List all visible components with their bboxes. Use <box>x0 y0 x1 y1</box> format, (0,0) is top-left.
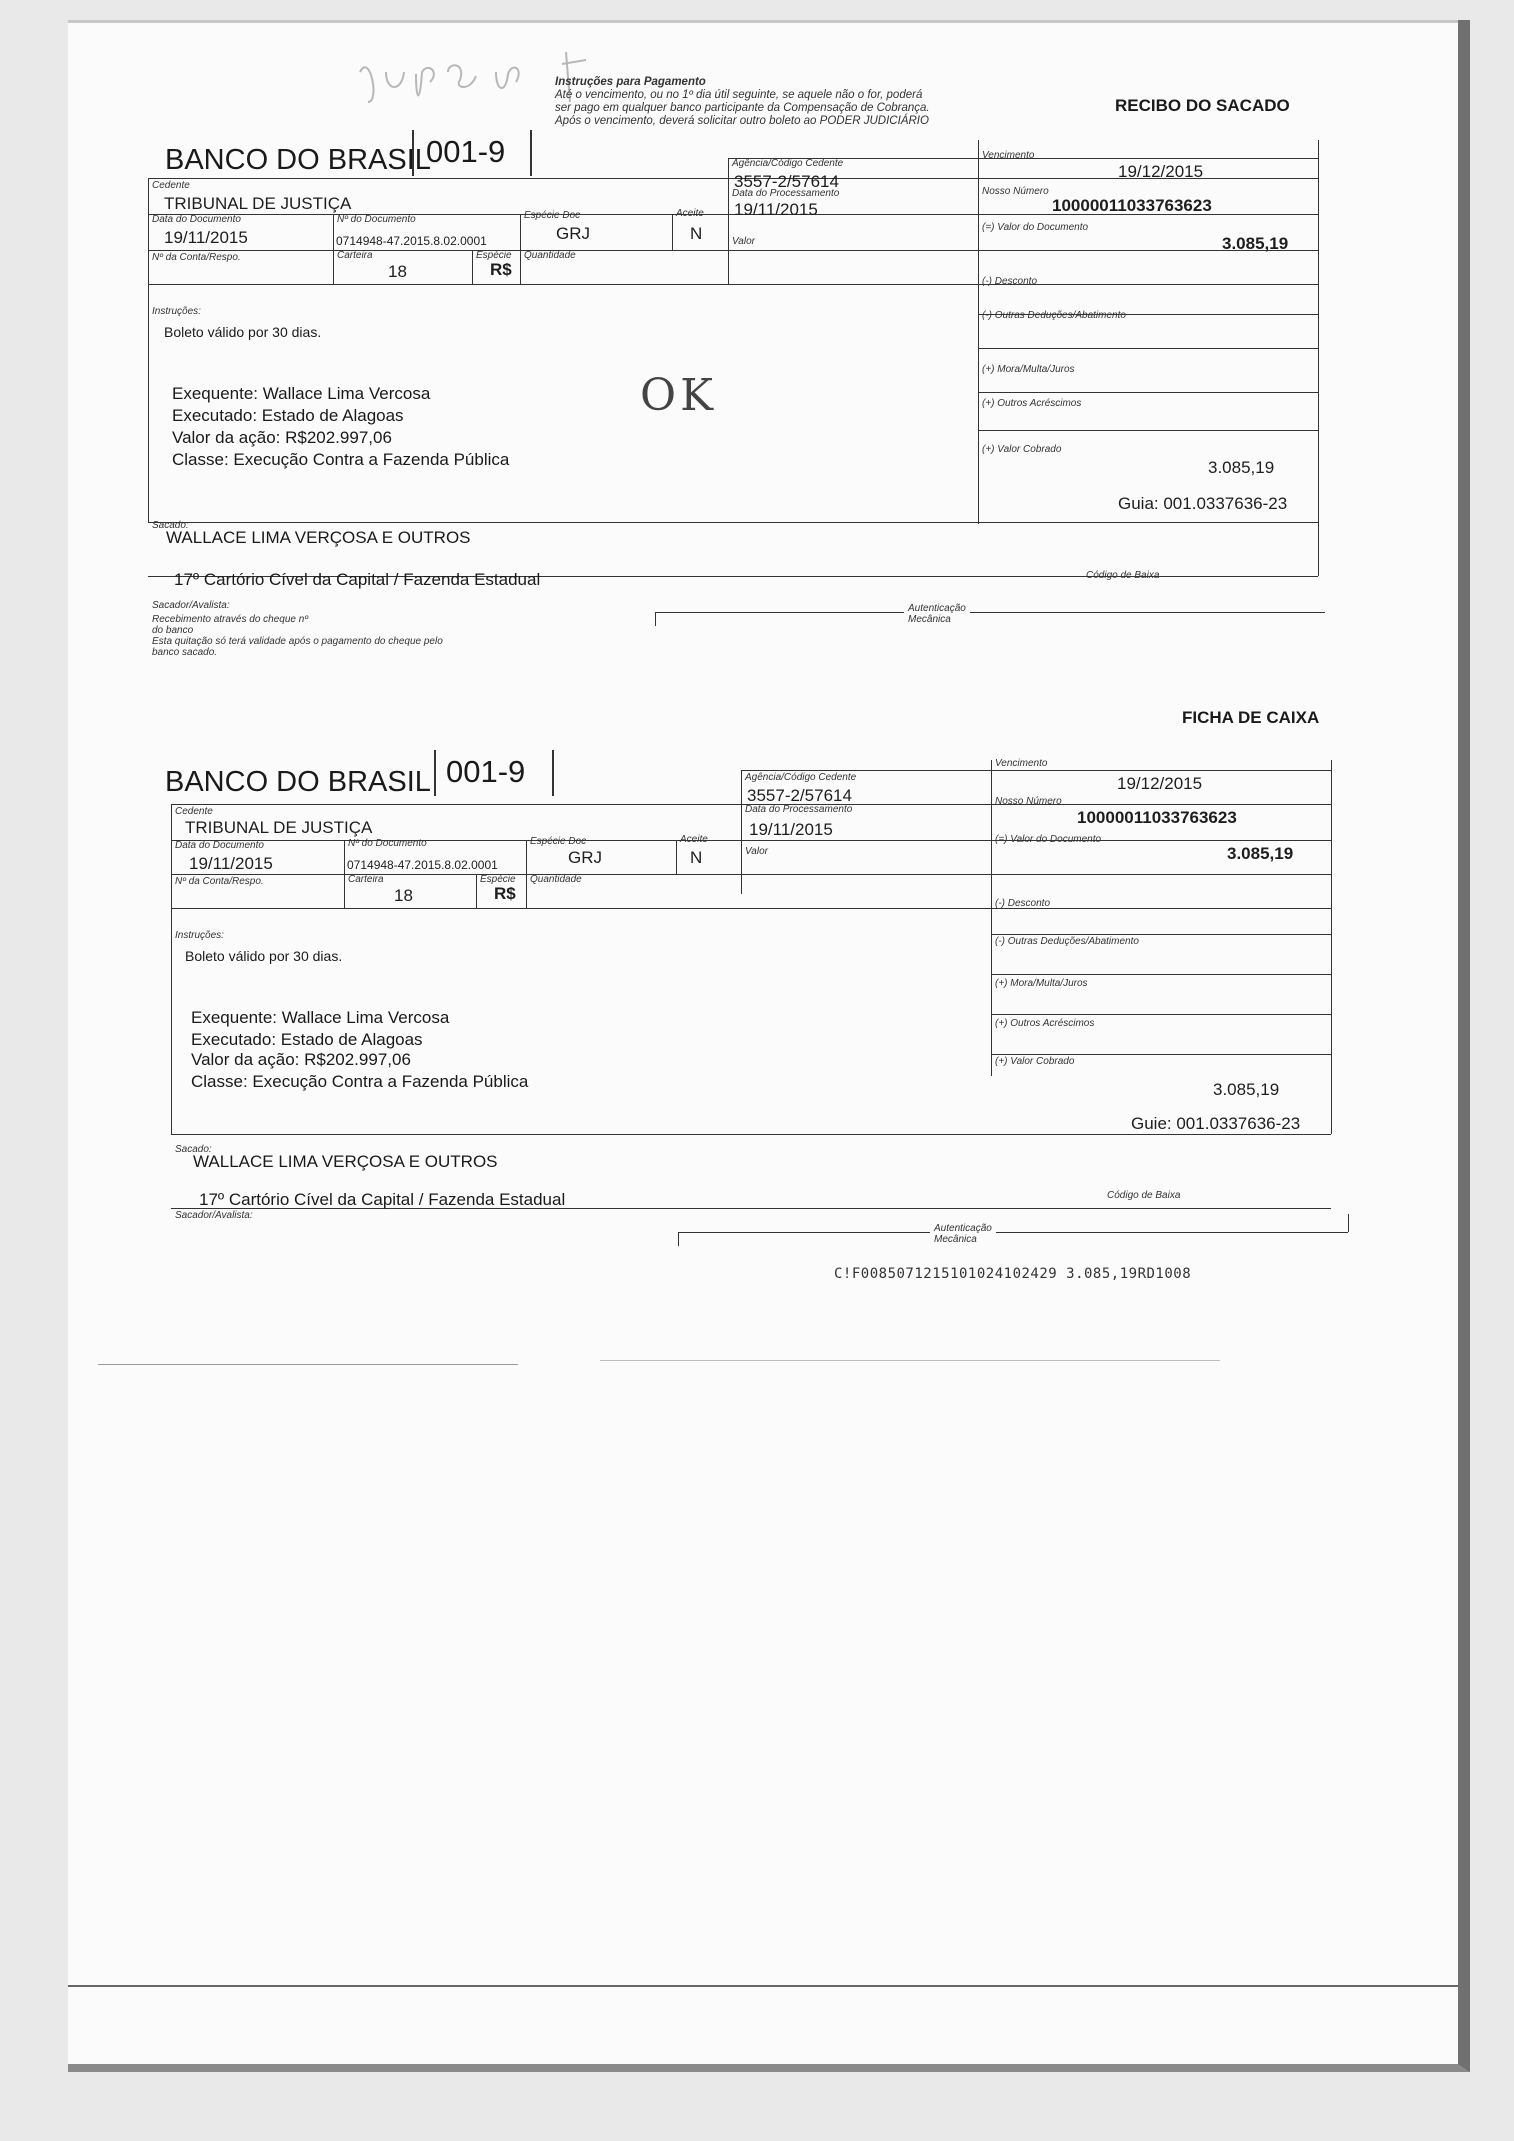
field-label: Aceite <box>676 208 704 219</box>
field-label: Carteira <box>337 250 373 261</box>
grid-line <box>171 804 172 1134</box>
boleto-validity: Boleto válido por 30 dias. <box>185 948 343 964</box>
grid-line <box>526 840 527 908</box>
grid-line <box>1348 1214 1349 1232</box>
field-label: Código de Baixa <box>1086 570 1160 581</box>
field-label: Nosso Número <box>982 186 1049 197</box>
grid-line <box>741 770 1331 771</box>
especie-value: R$ <box>490 260 512 279</box>
field-label: (-) Desconto <box>995 898 1051 909</box>
guia-number: Guia: 001.0337636-23 <box>1118 494 1288 513</box>
field-label: (+) Valor Cobrado <box>995 1056 1075 1067</box>
classe-line: Classe: Execução Contra a Fazenda Pública <box>172 450 510 469</box>
grid-line <box>978 140 979 524</box>
field-label: Vencimento <box>995 758 1048 769</box>
vencimento-value: 19/12/2015 <box>1118 162 1204 181</box>
valor-acao-line: Valor da ação: R$202.997,06 <box>172 428 392 447</box>
grid-line <box>333 214 334 284</box>
field-label: Sacado: <box>175 1144 212 1155</box>
scan-mark <box>98 1364 518 1365</box>
grid-line <box>978 348 1318 349</box>
cartorio-line: 17º Cartório Cível da Capital / Fazenda Estadual <box>199 1190 566 1209</box>
payment-instructions-line: Após o vencimento, deverá solicitar outro boleto ao PODER JUDICIÁRIO <box>555 115 929 127</box>
autenticacao-label: Autenticação Mecânica <box>904 603 970 625</box>
exequente-line: Exequente: Wallace Lima Vercosa <box>191 1008 450 1027</box>
payment-instructions-title: Instruções para Pagamento <box>555 76 706 88</box>
grid-line <box>171 840 1331 841</box>
grid-line <box>1318 140 1319 576</box>
footnote-line: banco sacado. <box>152 647 218 658</box>
field-label: Agência/Código Cedente <box>745 772 857 783</box>
executado-line: Executado: Estado de Alagoas <box>172 406 404 425</box>
grid-line <box>678 1232 679 1246</box>
field-label: Nº da Conta/Respo. <box>175 876 264 887</box>
scan-mark <box>600 1360 1220 1361</box>
guia-number: Guie: 001.0337636-23 <box>1131 1114 1301 1133</box>
field-label: Data do Documento <box>152 214 241 225</box>
grid-line <box>672 214 673 250</box>
field-label: (+) Outros Acréscimos <box>995 1018 1095 1029</box>
grid-line <box>678 1232 1348 1233</box>
grid-line <box>344 840 345 908</box>
grid-line <box>741 770 742 894</box>
field-label: Espécie Doc <box>530 836 587 847</box>
valor-cobrado-value: 3.085,19 <box>1213 1080 1280 1099</box>
valor-documento-value: 3.085,19 <box>1222 234 1289 253</box>
grid-line <box>978 392 1318 393</box>
field-label: Nº da Conta/Respo. <box>152 252 241 263</box>
grid-line <box>991 974 1331 975</box>
valor-acao-line: Valor da ação: R$202.997,06 <box>191 1050 411 1069</box>
especie-value: R$ <box>494 884 516 903</box>
grid-line <box>148 522 1318 523</box>
field-label: (+) Valor Cobrado <box>982 444 1062 455</box>
grid-line <box>520 214 521 284</box>
footnote-line: Recebimento através do cheque nº <box>152 614 308 625</box>
scan-edge <box>68 20 1458 23</box>
field-label: (+) Outros Acréscimos <box>982 398 1082 409</box>
field-label: Valor <box>745 846 768 857</box>
field-label: Cedente <box>152 180 190 191</box>
footnote-line: Esta quitação só terá validade após o pagamento do cheque pelo <box>152 636 443 647</box>
grid-line <box>148 250 1318 251</box>
carteira-value: 18 <box>388 262 407 281</box>
bank-code: 001-9 <box>446 754 526 789</box>
sacado-name: WALLACE LIMA VERÇOSA E OUTROS <box>193 1152 498 1171</box>
scan-edge <box>68 1985 1458 1987</box>
bank-name: BANCO DO BRASIL <box>165 144 431 176</box>
field-label: Sacador/Avalista: <box>152 600 230 611</box>
field-label: Sacado: <box>152 520 189 531</box>
vencimento-value: 19/12/2015 <box>1117 774 1203 793</box>
cedente-value: TRIBUNAL DE JUSTIÇA <box>164 194 352 213</box>
field-label: Espécie <box>480 874 516 885</box>
field-label: (+) Mora/Multa/Juros <box>995 978 1088 989</box>
field-label: Data do Processamento <box>745 804 853 815</box>
field-label: (-) Outras Deduções/Abatimento <box>995 936 1139 947</box>
field-label: Carteira <box>348 874 384 885</box>
field-label: (-) Outras Deduções/Abatimento <box>982 310 1126 321</box>
carteira-value: 18 <box>394 886 413 905</box>
bank-code: 001-9 <box>426 134 506 169</box>
grid-line <box>676 840 677 874</box>
payment-instructions <box>555 76 1025 128</box>
grid-line <box>476 874 477 908</box>
nosso-numero-value: 10000011033763623 <box>1077 808 1237 827</box>
grid-line <box>472 250 473 284</box>
grid-line <box>655 612 1325 613</box>
field-label: Quantidade <box>524 250 576 261</box>
payment-instructions-line: Até o vencimento, ou no 1º dia útil seguinte, se aquele não o for, poderá <box>555 89 923 101</box>
data-documento-value: 19/11/2015 <box>164 228 248 247</box>
aceite-value: N <box>690 224 703 243</box>
bank-name: BANCO DO BRASIL <box>165 766 431 798</box>
field-label: Nº do Documento <box>348 838 427 849</box>
barcode-line: C!F0085071215101024102429 3.085,19RD1008 <box>834 1266 1192 1282</box>
sacado-name: WALLACE LIMA VERÇOSA E OUTROS <box>166 528 471 547</box>
cartorio-line: 17º Cartório Cível da Capital / Fazenda Estadual <box>174 570 541 589</box>
agencia-value: 3557-2/57614 <box>747 786 852 805</box>
numero-documento-value: 0714948-47.2015.8.02.0001 <box>336 234 487 248</box>
field-label: Nosso Número <box>995 796 1062 807</box>
data-documento-value: 19/11/2015 <box>189 854 273 873</box>
field-label: Espécie Doc <box>524 210 581 221</box>
grid-line <box>655 612 656 626</box>
grid-line <box>148 284 1318 285</box>
boleto-validity: Boleto válido por 30 dias. <box>164 324 322 340</box>
footnote-line: do banco <box>152 625 194 636</box>
grid-line <box>991 760 992 1076</box>
field-label: (+) Mora/Multa/Juros <box>982 364 1075 375</box>
nosso-numero-value: 10000011033763623 <box>1052 196 1212 215</box>
grid-line <box>171 908 1331 909</box>
handwritten-ok: OK <box>640 370 717 421</box>
field-label: Aceite <box>680 834 708 845</box>
recibo-footnote <box>152 614 443 658</box>
field-label: (-) Desconto <box>982 276 1038 287</box>
grid-line <box>171 874 1331 875</box>
field-label: Vencimento <box>982 150 1035 161</box>
grid-line <box>148 178 149 522</box>
grid-line <box>171 1134 1331 1135</box>
field-label: Valor <box>732 236 755 247</box>
field-label: (=) Valor do Documento <box>995 834 1102 845</box>
field-label: Data do Documento <box>175 840 264 851</box>
autenticacao-label: Autenticação Mecânica <box>930 1223 996 1245</box>
field-label: Código de Baixa <box>1107 1190 1181 1201</box>
grid-line <box>991 1014 1331 1015</box>
field-label: Espécie <box>476 250 512 261</box>
payment-instructions-line: ser pago em qualquer banco participante da Compensação de Cobrança. <box>555 102 930 114</box>
ficha-de-caixa-title: FICHA DE CAIXA <box>1182 708 1320 727</box>
field-label: (=) Valor do Documento <box>982 222 1089 233</box>
field-label: Sacador/Avalista: <box>175 1210 253 1221</box>
classe-line: Classe: Execução Contra a Fazenda Pública <box>191 1072 529 1091</box>
field-label: Cedente <box>175 806 213 817</box>
recibo-do-sacado-title: RECIBO DO SACADO <box>1115 96 1290 115</box>
grid-line <box>1331 760 1332 1134</box>
numero-documento-value: 0714948-47.2015.8.02.0001 <box>347 858 498 872</box>
field-label: Instruções: <box>175 930 224 941</box>
field-label: Nº do Documento <box>337 214 416 225</box>
executado-line: Executado: Estado de Alagoas <box>191 1030 423 1049</box>
data-processamento-value: 19/11/2015 <box>749 820 833 839</box>
grid-line <box>991 934 1331 935</box>
grid-line <box>978 430 1318 431</box>
exequente-line: Exequente: Wallace Lima Vercosa <box>172 384 431 403</box>
field-label: Instruções: <box>152 306 201 317</box>
field-label: Agência/Código Cedente <box>732 158 844 169</box>
cedente-value: TRIBUNAL DE JUSTIÇA <box>185 818 373 837</box>
especie-doc-value: GRJ <box>556 224 590 243</box>
valor-documento-value: 3.085,19 <box>1227 844 1294 863</box>
field-label: Quantidade <box>530 874 582 885</box>
agencia-value: 3557-2/57614 <box>734 172 839 191</box>
valor-cobrado-value: 3.085,19 <box>1208 458 1275 477</box>
especie-doc-value: GRJ <box>568 848 602 867</box>
grid-line <box>728 158 729 284</box>
aceite-value: N <box>690 848 703 867</box>
field-label: Data do Processamento <box>732 188 840 199</box>
grid-line <box>991 1054 1331 1055</box>
data-processamento-value: 19/11/2015 <box>734 200 818 219</box>
